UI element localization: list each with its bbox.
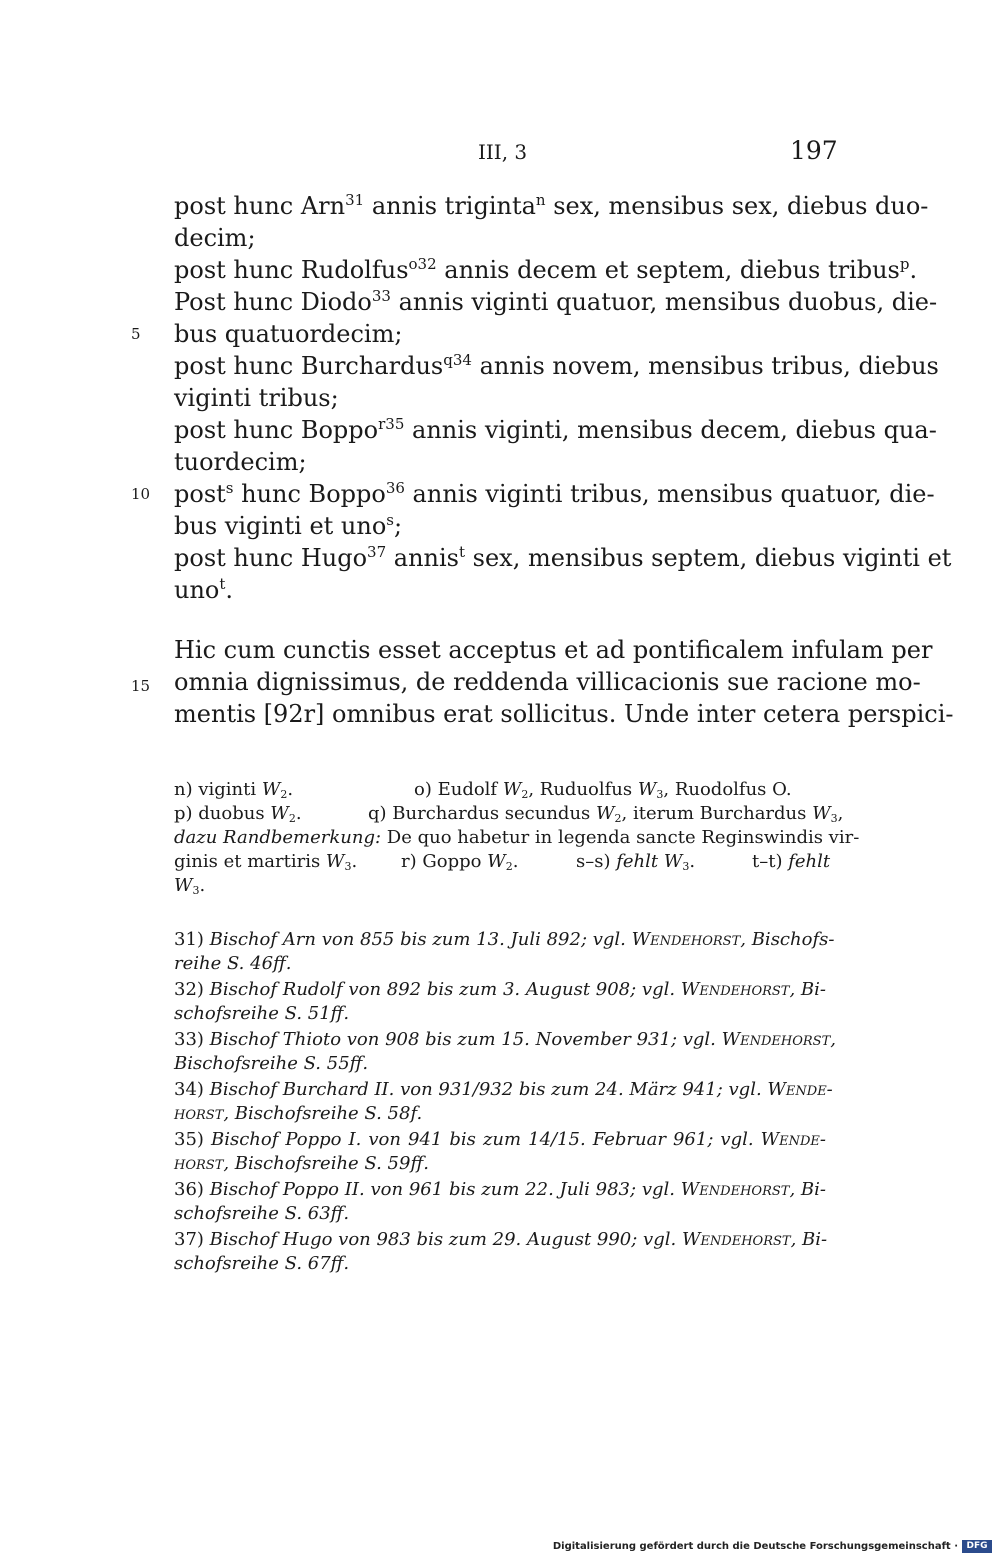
text-line: Post hunc Diodo$^{33}$ annis viginti quatuor, mensibus duobus, die- bbox=[174, 287, 938, 316]
line-number-15: 15 bbox=[131, 677, 151, 695]
text-line: post hunc Hugo$^{37}$ annis$^t$ sex, mensibus septem, diebus viginti et bbox=[174, 543, 952, 572]
footnote-ref: 33 bbox=[371, 287, 391, 305]
text-line: mentis [92r] omnibus erat sollicitus. Unde inter cetera perspici- bbox=[174, 700, 954, 728]
footnote-ref: 37 bbox=[367, 543, 387, 561]
running-head: III, 3 bbox=[478, 140, 528, 164]
dfg-credit: Digitalisierung gefördert durch die Deutsche Forschungsgemeinschaft · bbox=[552, 1541, 958, 1552]
text-line: uno$^t$. bbox=[174, 575, 234, 604]
apparatus-line: $W_3$. bbox=[174, 875, 206, 897]
footnote-35-cont: horst, Bischofsreihe S. 59ff. bbox=[174, 1153, 429, 1174]
text-line: viginti tribus; bbox=[174, 384, 339, 412]
dfg-logo: DFG bbox=[962, 1540, 992, 1553]
footnote-37-cont: schofsreihe S. 67ff. bbox=[174, 1253, 350, 1274]
footnote-35: 35) Bischof Poppo I. von 941 bis zum 14/15. Februar 961; vgl. Wende- bbox=[174, 1129, 827, 1150]
text-line: post hunc Boppo$^{r35}$ annis viginti, mensibus decem, diebus qua- bbox=[174, 415, 937, 444]
apparatus-line: dazu Randbemerkung: De quo habetur in legenda sancte Reginswindis vir- bbox=[174, 827, 860, 848]
text-line: post$^s$ hunc Boppo$^{36}$ annis viginti tribus, mensibus quatuor, die- bbox=[174, 479, 935, 508]
line-number-10: 10 bbox=[131, 485, 151, 503]
footnote-ref: r35 bbox=[378, 415, 405, 433]
apparatus-line: ginis et martiris $W_3$. r) Goppo $W_2$. s–s) fehlt $W_3$. t–t) fehlt bbox=[174, 851, 831, 873]
footnote-33: 33) Bischof Thioto von 908 bis zum 15. November 931; vgl. Wendehorst, bbox=[174, 1029, 836, 1050]
text-line: bus viginti et uno$^s$; bbox=[174, 511, 403, 540]
text-line: decim; bbox=[174, 224, 256, 252]
apparatus-line: n) viginti $W_2$. o) Eudolf $W_2$, Ruduolfus $W_3$, Ruodolfus O. bbox=[174, 779, 792, 801]
page-number: 197 bbox=[790, 136, 838, 165]
footnote-31-cont: reihe S. 46ff. bbox=[174, 953, 292, 974]
apparatus-ref: t bbox=[458, 543, 466, 561]
text-line: post hunc Burchardus$^{q34}$ annis novem, mensibus tribus, diebus bbox=[174, 351, 939, 380]
footnote-34: 34) Bischof Burchard II. von 931/932 bis zum 24. März 941; vgl. Wende- bbox=[174, 1079, 833, 1100]
line-number-5: 5 bbox=[131, 325, 141, 343]
text-line: post hunc Arn$^{31}$ annis triginta$^n$ sex, mensibus sex, diebus duo- bbox=[174, 191, 929, 220]
text-line: bus quatuordecim; bbox=[174, 320, 403, 348]
apparatus-ref: s bbox=[386, 511, 394, 529]
text-line: omnia dignissimus, de reddenda villicacionis sue racione mo- bbox=[174, 668, 921, 696]
apparatus-ref: s bbox=[225, 479, 234, 497]
apparatus-ref: n bbox=[535, 191, 546, 209]
footnote-36-cont: schofsreihe S. 63ff. bbox=[174, 1203, 350, 1224]
apparatus-ref: p bbox=[899, 255, 910, 273]
text-line: post hunc Rudolfus$^{o32}$ annis decem et septem, diebus tribus$^p$. bbox=[174, 255, 918, 284]
footnote-32: 32) Bischof Rudolf von 892 bis zum 3. August 908; vgl. Wendehorst, Bi- bbox=[174, 979, 826, 1000]
apparatus-ref: t bbox=[219, 575, 226, 593]
footnote-33-cont: Bischofsreihe S. 55ff. bbox=[174, 1053, 369, 1074]
footnote-ref: q34 bbox=[443, 351, 472, 369]
text-line: tuordecim; bbox=[174, 448, 307, 476]
text-line: Hic cum cunctis esset acceptus et ad pontificalem infulam per bbox=[174, 636, 933, 664]
footnote-ref: o32 bbox=[408, 255, 437, 273]
footnote-37: 37) Bischof Hugo von 983 bis zum 29. August 990; vgl. Wendehorst, Bi- bbox=[174, 1229, 828, 1250]
footnote-ref: 36 bbox=[385, 479, 405, 497]
apparatus-line: p) duobus $W_2$. q) Burchardus secundus $W_2$, iterum Burchardus $W_3$, bbox=[174, 803, 844, 825]
footnote-36: 36) Bischof Poppo II. von 961 bis zum 22. Juli 983; vgl. Wendehorst, Bi- bbox=[174, 1179, 826, 1200]
footnote-31: 31) Bischof Arn von 855 bis zum 13. Juli 892; vgl. Wendehorst, Bischofs- bbox=[174, 929, 835, 950]
footnote-32-cont: schofsreihe S. 51ff. bbox=[174, 1003, 350, 1024]
footnote-34-cont: horst, Bischofsreihe S. 58f. bbox=[174, 1103, 423, 1124]
footnote-ref: 31 bbox=[345, 191, 365, 209]
